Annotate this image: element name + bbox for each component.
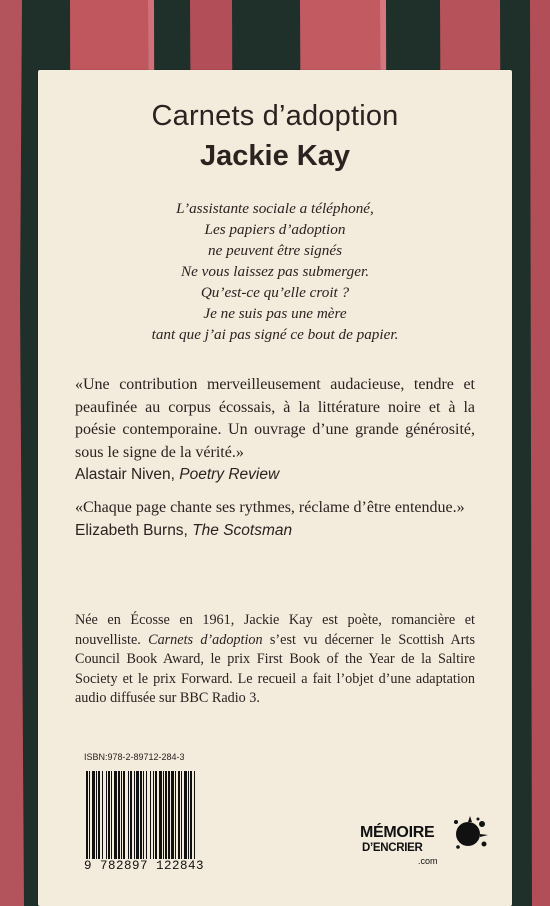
barcode-bar: [118, 771, 120, 859]
barcode-bar: [114, 771, 117, 859]
barcode-bar: [121, 771, 122, 859]
quote-attribution: [75, 464, 475, 487]
barcode-bar: [98, 771, 100, 859]
barcode-bar: [111, 771, 112, 859]
publisher-name-sub: D’ENCRIER: [362, 842, 423, 854]
publisher-logo: [360, 822, 490, 872]
barcode-bar: [123, 771, 125, 859]
barcode-bar: [184, 771, 187, 859]
review-quote-2: [75, 497, 475, 542]
review-quote-1: [75, 374, 475, 487]
bio-book-title: Carnets d’adoption: [148, 631, 263, 648]
quote-text: «Une contribution merveilleusement audacieuse, tendre et peaufinée au corpus écossais, à la littérature noire et à la poésie contemporaine. Un ouvrage d’une grande générosité, sous le signe de la vérité.»: [75, 376, 475, 461]
barcode-bar: [92, 771, 95, 859]
barcode-bar: [165, 771, 167, 859]
poem-line: ne peuvent être signés: [208, 242, 342, 259]
barcode-bar: [194, 771, 195, 859]
ink-blot-icon: [450, 814, 490, 854]
barcode-bar: [153, 771, 154, 859]
book-title: Carnets d’adoption: [151, 100, 399, 132]
author-bio: [75, 611, 475, 709]
barcode-bar: [143, 771, 144, 859]
isbn-label: ISBN:978-2-89712-284-3: [84, 752, 185, 762]
barcode-bar: [150, 771, 151, 859]
barcode-bar: [128, 771, 129, 859]
barcode-bar: [136, 771, 139, 859]
quote-text: «Chaque page chante ses rythmes, réclame d’être entendue.»: [75, 499, 465, 516]
poem-line: Je ne suis pas une mère: [203, 305, 347, 322]
barcode-bar: [159, 771, 162, 859]
barcode-bar: [89, 771, 90, 859]
barcode-block: [84, 752, 205, 873]
barcode-bar: [130, 771, 132, 859]
barcode-bar: [190, 771, 192, 859]
quote-author: Alastair Niven,: [75, 466, 175, 483]
barcode-bar: [134, 771, 135, 859]
poem-line: tant que j’ai pas signé ce bout de papier.: [151, 326, 399, 343]
barcode-bar: [171, 771, 174, 859]
barcode-bar: [146, 771, 147, 859]
barcode: [84, 771, 198, 859]
poem-line: Qu’est-ce qu’elle croit ?: [200, 284, 350, 301]
book-author: Jackie Kay: [200, 140, 350, 172]
barcode-bar: [96, 771, 97, 859]
poem-line: Ne vous laissez pas submerger.: [180, 263, 369, 280]
barcode-bars: [84, 771, 198, 859]
poem-excerpt: [38, 198, 512, 345]
publisher-name-main: MÉMOIRE: [360, 824, 435, 841]
barcode-bar: [181, 771, 182, 859]
quote-source: Poetry Review: [179, 466, 280, 483]
barcode-bar: [86, 771, 88, 859]
poem-line: Les papiers d’adoption: [204, 221, 346, 238]
barcode-digits: 9 782897 122843: [84, 859, 205, 873]
barcode-bar: [140, 771, 142, 859]
barcode-bar: [106, 771, 107, 859]
barcode-bar: [175, 771, 176, 859]
barcode-bar: [178, 771, 180, 859]
quote-attribution: [75, 520, 475, 543]
bio-text: s’est vu décerner le Scottish Arts Council Book Award, le prix First Book of the Year de la Saltire Society et le prix Forward. Le recueil a fait l’objet d’une adaptation audio diffusée sur BBC Radio 3.: [75, 631, 475, 707]
quote-author: Elizabeth Burns,: [75, 521, 188, 539]
back-cover-card: [38, 70, 512, 906]
bio-text: Née en Écosse en 1961, Jackie Kay est poète, romancière et nouvelliste.: [75, 612, 475, 648]
poem-line: L’assistante sociale a téléphoné,: [176, 200, 374, 217]
barcode-bar: [108, 771, 110, 859]
barcode-bar: [188, 771, 189, 859]
barcode-bar: [155, 771, 157, 859]
quote-source: The Scotsman: [192, 521, 293, 539]
barcode-bar: [102, 771, 103, 859]
barcode-bar: [163, 771, 164, 859]
barcode-bar: [168, 771, 170, 859]
publisher-domain: .com: [418, 856, 438, 866]
